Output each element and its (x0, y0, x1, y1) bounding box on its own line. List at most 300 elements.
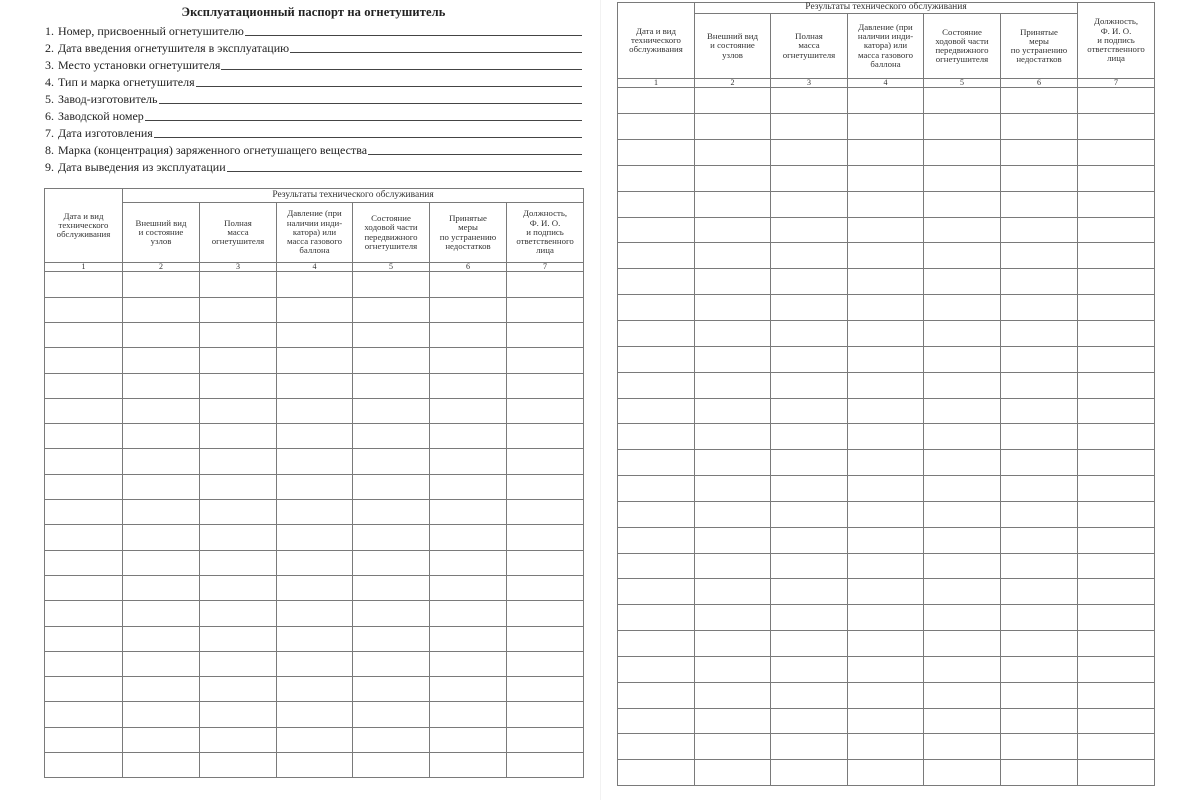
table-cell[interactable] (695, 88, 771, 114)
table-cell[interactable] (1001, 269, 1078, 295)
table-cell[interactable] (1001, 450, 1078, 476)
table-cell[interactable] (618, 88, 695, 114)
table-cell[interactable] (353, 550, 430, 575)
table-cell[interactable] (771, 424, 848, 450)
table-cell[interactable] (200, 727, 277, 752)
table-cell[interactable] (1001, 734, 1078, 760)
table-cell[interactable] (45, 272, 123, 297)
table-cell[interactable] (618, 398, 695, 424)
table-cell[interactable] (618, 243, 695, 269)
table-cell[interactable] (1078, 243, 1155, 269)
table-cell[interactable] (618, 372, 695, 398)
table-cell[interactable] (1001, 424, 1078, 450)
table-cell[interactable] (507, 525, 584, 550)
table-cell[interactable] (695, 165, 771, 191)
table-cell[interactable] (45, 322, 123, 347)
table-cell[interactable] (924, 682, 1001, 708)
table-cell[interactable] (695, 527, 771, 553)
table-cell[interactable] (924, 320, 1001, 346)
table-cell[interactable] (848, 553, 924, 579)
table-cell[interactable] (507, 702, 584, 727)
field-fill-line[interactable] (227, 171, 582, 172)
table-cell[interactable] (848, 114, 924, 140)
table-cell[interactable] (507, 322, 584, 347)
table-cell[interactable] (1078, 372, 1155, 398)
table-cell[interactable] (924, 760, 1001, 786)
table-cell[interactable] (771, 114, 848, 140)
table-cell[interactable] (430, 449, 507, 474)
table-cell[interactable] (924, 398, 1001, 424)
table-cell[interactable] (771, 527, 848, 553)
table-cell[interactable] (1001, 217, 1078, 243)
table-cell[interactable] (848, 372, 924, 398)
table-cell[interactable] (848, 88, 924, 114)
table-cell[interactable] (507, 626, 584, 651)
table-cell[interactable] (353, 525, 430, 550)
table-cell[interactable] (771, 191, 848, 217)
field-fill-line[interactable] (290, 52, 582, 53)
table-cell[interactable] (1001, 243, 1078, 269)
table-cell[interactable] (45, 525, 123, 550)
table-cell[interactable] (924, 605, 1001, 631)
table-cell[interactable] (848, 476, 924, 502)
table-cell[interactable] (200, 575, 277, 600)
table-cell[interactable] (45, 550, 123, 575)
table-cell[interactable] (507, 500, 584, 525)
table-cell[interactable] (1001, 140, 1078, 166)
table-cell[interactable] (353, 322, 430, 347)
table-cell[interactable] (353, 424, 430, 449)
table-cell[interactable] (695, 243, 771, 269)
table-cell[interactable] (277, 474, 353, 499)
table-cell[interactable] (1078, 398, 1155, 424)
table-cell[interactable] (200, 500, 277, 525)
table-cell[interactable] (353, 702, 430, 727)
table-cell[interactable] (277, 525, 353, 550)
table-cell[interactable] (123, 727, 200, 752)
table-cell[interactable] (430, 424, 507, 449)
table-cell[interactable] (1078, 682, 1155, 708)
field-fill-line[interactable] (368, 154, 582, 155)
table-cell[interactable] (123, 626, 200, 651)
table-cell[interactable] (924, 708, 1001, 734)
table-cell[interactable] (200, 424, 277, 449)
table-cell[interactable] (45, 348, 123, 373)
table-cell[interactable] (45, 424, 123, 449)
table-cell[interactable] (123, 474, 200, 499)
table-cell[interactable] (618, 682, 695, 708)
table-cell[interactable] (848, 165, 924, 191)
table-cell[interactable] (848, 243, 924, 269)
table-cell[interactable] (1078, 88, 1155, 114)
table-cell[interactable] (618, 760, 695, 786)
table-cell[interactable] (507, 272, 584, 297)
table-cell[interactable] (618, 527, 695, 553)
table-cell[interactable] (1001, 682, 1078, 708)
table-cell[interactable] (353, 297, 430, 322)
table-cell[interactable] (618, 631, 695, 657)
table-cell[interactable] (1078, 217, 1155, 243)
table-cell[interactable] (45, 474, 123, 499)
table-cell[interactable] (848, 424, 924, 450)
table-cell[interactable] (1001, 760, 1078, 786)
table-cell[interactable] (1078, 656, 1155, 682)
table-cell[interactable] (695, 424, 771, 450)
table-cell[interactable] (430, 550, 507, 575)
table-cell[interactable] (200, 449, 277, 474)
table-cell[interactable] (771, 579, 848, 605)
table-cell[interactable] (277, 398, 353, 423)
table-cell[interactable] (848, 605, 924, 631)
table-cell[interactable] (1078, 140, 1155, 166)
table-cell[interactable] (430, 651, 507, 676)
table-cell[interactable] (1078, 553, 1155, 579)
table-cell[interactable] (771, 346, 848, 372)
table-cell[interactable] (618, 191, 695, 217)
table-cell[interactable] (123, 398, 200, 423)
table-cell[interactable] (1078, 450, 1155, 476)
table-cell[interactable] (200, 550, 277, 575)
table-cell[interactable] (277, 702, 353, 727)
passport-field-3[interactable] (45, 56, 582, 73)
table-cell[interactable] (430, 601, 507, 626)
table-cell[interactable] (200, 348, 277, 373)
table-cell[interactable] (430, 500, 507, 525)
table-cell[interactable] (771, 734, 848, 760)
table-cell[interactable] (123, 500, 200, 525)
table-cell[interactable] (353, 348, 430, 373)
table-cell[interactable] (695, 295, 771, 321)
table-cell[interactable] (695, 140, 771, 166)
table-cell[interactable] (771, 372, 848, 398)
table-cell[interactable] (353, 626, 430, 651)
table-cell[interactable] (45, 727, 123, 752)
table-cell[interactable] (200, 525, 277, 550)
table-cell[interactable] (924, 346, 1001, 372)
table-cell[interactable] (1001, 579, 1078, 605)
table-cell[interactable] (695, 476, 771, 502)
table-cell[interactable] (123, 677, 200, 702)
passport-field-2[interactable] (45, 39, 582, 56)
table-cell[interactable] (1001, 372, 1078, 398)
table-cell[interactable] (1078, 734, 1155, 760)
table-cell[interactable] (430, 348, 507, 373)
table-cell[interactable] (507, 424, 584, 449)
table-cell[interactable] (695, 682, 771, 708)
table-cell[interactable] (507, 575, 584, 600)
table-cell[interactable] (45, 651, 123, 676)
table-cell[interactable] (277, 424, 353, 449)
table-cell[interactable] (200, 272, 277, 297)
table-cell[interactable] (277, 727, 353, 752)
table-cell[interactable] (277, 322, 353, 347)
table-cell[interactable] (200, 702, 277, 727)
table-cell[interactable] (924, 476, 1001, 502)
table-cell[interactable] (200, 651, 277, 676)
table-cell[interactable] (430, 474, 507, 499)
table-cell[interactable] (1001, 88, 1078, 114)
table-cell[interactable] (924, 656, 1001, 682)
table-cell[interactable] (848, 579, 924, 605)
table-cell[interactable] (123, 297, 200, 322)
table-cell[interactable] (1078, 269, 1155, 295)
table-cell[interactable] (277, 348, 353, 373)
table-cell[interactable] (200, 626, 277, 651)
table-cell[interactable] (1001, 295, 1078, 321)
table-cell[interactable] (618, 656, 695, 682)
table-cell[interactable] (45, 297, 123, 322)
table-cell[interactable] (353, 373, 430, 398)
table-cell[interactable] (618, 450, 695, 476)
table-cell[interactable] (771, 269, 848, 295)
field-fill-line[interactable] (154, 137, 582, 138)
table-cell[interactable] (924, 450, 1001, 476)
table-cell[interactable] (848, 501, 924, 527)
table-cell[interactable] (618, 553, 695, 579)
table-cell[interactable] (430, 626, 507, 651)
table-cell[interactable] (45, 575, 123, 600)
table-cell[interactable] (200, 474, 277, 499)
table-cell[interactable] (1001, 114, 1078, 140)
table-cell[interactable] (353, 601, 430, 626)
table-cell[interactable] (695, 114, 771, 140)
table-cell[interactable] (618, 114, 695, 140)
table-cell[interactable] (848, 734, 924, 760)
table-cell[interactable] (618, 708, 695, 734)
table-cell[interactable] (430, 575, 507, 600)
table-cell[interactable] (695, 501, 771, 527)
table-cell[interactable] (277, 677, 353, 702)
table-cell[interactable] (1001, 320, 1078, 346)
field-fill-line[interactable] (145, 120, 582, 121)
table-cell[interactable] (771, 217, 848, 243)
table-cell[interactable] (618, 346, 695, 372)
table-cell[interactable] (848, 682, 924, 708)
table-cell[interactable] (771, 553, 848, 579)
table-cell[interactable] (507, 348, 584, 373)
table-cell[interactable] (123, 373, 200, 398)
table-cell[interactable] (200, 601, 277, 626)
table-cell[interactable] (771, 708, 848, 734)
table-cell[interactable] (618, 605, 695, 631)
table-cell[interactable] (1078, 476, 1155, 502)
table-cell[interactable] (1078, 501, 1155, 527)
table-cell[interactable] (924, 501, 1001, 527)
table-cell[interactable] (924, 269, 1001, 295)
table-cell[interactable] (45, 601, 123, 626)
table-cell[interactable] (277, 449, 353, 474)
table-cell[interactable] (618, 295, 695, 321)
passport-field-9[interactable] (45, 158, 582, 175)
table-cell[interactable] (695, 734, 771, 760)
table-cell[interactable] (848, 527, 924, 553)
table-cell[interactable] (430, 373, 507, 398)
table-cell[interactable] (695, 191, 771, 217)
table-cell[interactable] (618, 269, 695, 295)
passport-field-6[interactable] (45, 107, 582, 124)
table-cell[interactable] (200, 322, 277, 347)
table-cell[interactable] (507, 297, 584, 322)
table-cell[interactable] (430, 525, 507, 550)
table-cell[interactable] (507, 753, 584, 778)
table-cell[interactable] (771, 682, 848, 708)
table-cell[interactable] (924, 734, 1001, 760)
table-cell[interactable] (507, 727, 584, 752)
table-cell[interactable] (618, 140, 695, 166)
table-cell[interactable] (848, 450, 924, 476)
table-cell[interactable] (1001, 346, 1078, 372)
table-cell[interactable] (1001, 631, 1078, 657)
table-cell[interactable] (924, 631, 1001, 657)
table-cell[interactable] (45, 398, 123, 423)
table-cell[interactable] (848, 398, 924, 424)
table-cell[interactable] (430, 322, 507, 347)
table-cell[interactable] (695, 579, 771, 605)
table-cell[interactable] (45, 373, 123, 398)
table-cell[interactable] (695, 760, 771, 786)
table-cell[interactable] (1078, 295, 1155, 321)
table-cell[interactable] (430, 727, 507, 752)
table-cell[interactable] (507, 651, 584, 676)
passport-field-5[interactable] (45, 90, 582, 107)
table-cell[interactable] (123, 449, 200, 474)
table-cell[interactable] (924, 579, 1001, 605)
table-cell[interactable] (507, 474, 584, 499)
table-cell[interactable] (277, 575, 353, 600)
table-cell[interactable] (1078, 114, 1155, 140)
table-cell[interactable] (1078, 165, 1155, 191)
table-cell[interactable] (618, 424, 695, 450)
table-cell[interactable] (277, 297, 353, 322)
table-cell[interactable] (924, 295, 1001, 321)
table-cell[interactable] (1001, 553, 1078, 579)
table-cell[interactable] (1001, 527, 1078, 553)
table-cell[interactable] (848, 631, 924, 657)
table-cell[interactable] (695, 708, 771, 734)
table-cell[interactable] (1001, 708, 1078, 734)
table-cell[interactable] (45, 449, 123, 474)
table-cell[interactable] (618, 165, 695, 191)
table-cell[interactable] (771, 450, 848, 476)
table-cell[interactable] (771, 656, 848, 682)
table-cell[interactable] (277, 550, 353, 575)
table-cell[interactable] (1078, 346, 1155, 372)
table-cell[interactable] (771, 760, 848, 786)
passport-field-8[interactable] (45, 141, 582, 158)
table-cell[interactable] (771, 295, 848, 321)
field-fill-line[interactable] (159, 103, 582, 104)
table-cell[interactable] (618, 501, 695, 527)
table-cell[interactable] (277, 753, 353, 778)
table-cell[interactable] (618, 320, 695, 346)
table-cell[interactable] (771, 398, 848, 424)
table-cell[interactable] (507, 601, 584, 626)
table-cell[interactable] (618, 217, 695, 243)
table-cell[interactable] (848, 191, 924, 217)
table-cell[interactable] (695, 631, 771, 657)
table-cell[interactable] (123, 272, 200, 297)
table-cell[interactable] (277, 373, 353, 398)
table-cell[interactable] (695, 605, 771, 631)
table-cell[interactable] (1078, 760, 1155, 786)
passport-field-1[interactable] (45, 22, 582, 39)
table-cell[interactable] (277, 651, 353, 676)
table-cell[interactable] (1078, 631, 1155, 657)
table-cell[interactable] (353, 677, 430, 702)
table-cell[interactable] (430, 297, 507, 322)
table-cell[interactable] (848, 346, 924, 372)
table-cell[interactable] (924, 243, 1001, 269)
table-cell[interactable] (200, 373, 277, 398)
table-cell[interactable] (771, 165, 848, 191)
table-cell[interactable] (507, 398, 584, 423)
table-cell[interactable] (430, 702, 507, 727)
table-cell[interactable] (45, 753, 123, 778)
table-cell[interactable] (1078, 320, 1155, 346)
table-cell[interactable] (123, 575, 200, 600)
table-cell[interactable] (1001, 476, 1078, 502)
table-cell[interactable] (1001, 605, 1078, 631)
table-cell[interactable] (123, 550, 200, 575)
table-cell[interactable] (353, 500, 430, 525)
table-cell[interactable] (848, 295, 924, 321)
table-cell[interactable] (924, 88, 1001, 114)
passport-field-7[interactable] (45, 124, 582, 141)
table-cell[interactable] (695, 450, 771, 476)
table-cell[interactable] (123, 702, 200, 727)
table-cell[interactable] (771, 88, 848, 114)
table-cell[interactable] (924, 527, 1001, 553)
table-cell[interactable] (353, 398, 430, 423)
table-cell[interactable] (200, 398, 277, 423)
table-cell[interactable] (771, 320, 848, 346)
table-cell[interactable] (695, 398, 771, 424)
table-cell[interactable] (430, 677, 507, 702)
table-cell[interactable] (123, 348, 200, 373)
table-cell[interactable] (123, 651, 200, 676)
table-cell[interactable] (277, 626, 353, 651)
table-cell[interactable] (1001, 656, 1078, 682)
table-cell[interactable] (430, 753, 507, 778)
table-cell[interactable] (1078, 708, 1155, 734)
table-cell[interactable] (1078, 424, 1155, 450)
table-cell[interactable] (771, 476, 848, 502)
table-cell[interactable] (277, 601, 353, 626)
field-fill-line[interactable] (245, 35, 582, 36)
table-cell[interactable] (353, 651, 430, 676)
table-cell[interactable] (507, 449, 584, 474)
table-cell[interactable] (1001, 398, 1078, 424)
table-cell[interactable] (695, 217, 771, 243)
table-cell[interactable] (45, 626, 123, 651)
table-cell[interactable] (123, 601, 200, 626)
table-cell[interactable] (848, 140, 924, 166)
table-cell[interactable] (924, 424, 1001, 450)
table-cell[interactable] (848, 708, 924, 734)
table-cell[interactable] (771, 605, 848, 631)
table-cell[interactable] (848, 320, 924, 346)
table-cell[interactable] (353, 727, 430, 752)
table-cell[interactable] (123, 525, 200, 550)
table-cell[interactable] (695, 346, 771, 372)
table-cell[interactable] (45, 677, 123, 702)
table-cell[interactable] (924, 140, 1001, 166)
table-cell[interactable] (1078, 579, 1155, 605)
table-cell[interactable] (924, 165, 1001, 191)
table-cell[interactable] (430, 398, 507, 423)
table-cell[interactable] (123, 322, 200, 347)
table-cell[interactable] (353, 753, 430, 778)
